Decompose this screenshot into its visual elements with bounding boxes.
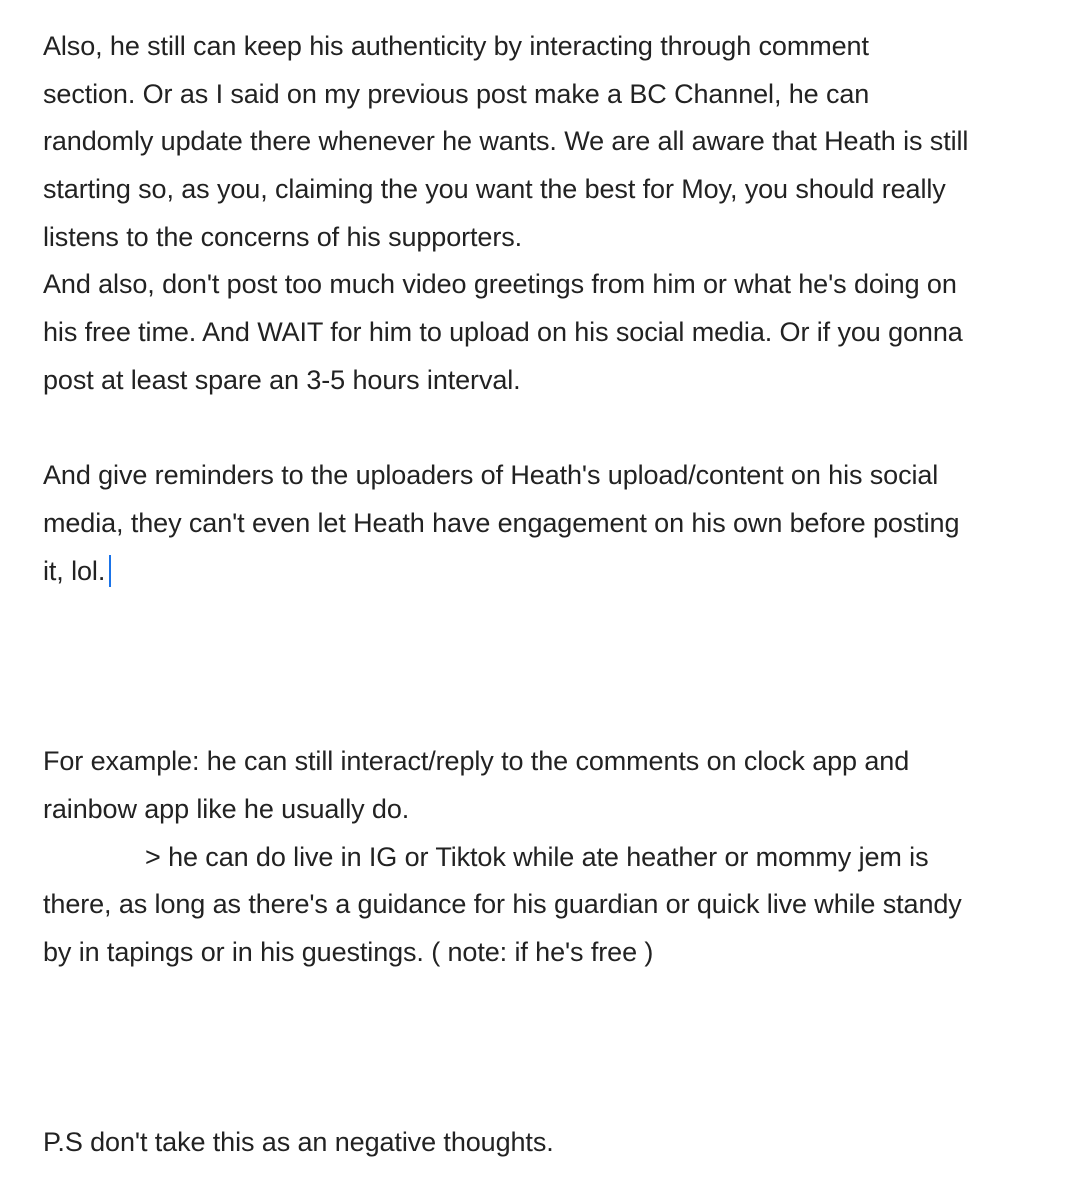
text-caret: [109, 555, 111, 587]
text-line: listens to the concerns of his supporters.: [43, 222, 523, 252]
text-line: his free time. And WAIT for him to upload on his social media. Or if you gonna: [43, 317, 963, 347]
text-line: media, they can't even let Heath have engagement on his own before posting: [43, 508, 960, 538]
text-line: And also, don't post too much video greetings from him or what he's doing on: [43, 269, 957, 299]
text-line: randomly update there whenever he wants. We are all aware that Heath is still: [43, 126, 969, 156]
text-line: there, as long as there's a guidance for his guardian or quick live while standy: [43, 889, 962, 919]
text-line: by in tapings or in his guestings. ( note: if he's free ): [43, 937, 654, 967]
text-line: For example: he can still interact/reply to the comments on clock app and: [43, 746, 910, 776]
postscript-line: P.S don't take this as an negative thoughts.: [43, 1127, 554, 1157]
text-line: it, lol.: [43, 556, 106, 586]
text-line: section. Or as I said on my previous post make a BC Channel, he can: [43, 79, 870, 109]
text-line-with-caret: [43, 555, 111, 587]
text-line: rainbow app like he usually do.: [43, 794, 410, 824]
text-line: Also, he still can keep his authenticity by interacting through comment: [43, 31, 869, 61]
text-line: starting so, as you, claiming the you want the best for Moy, you should really: [43, 174, 946, 204]
text-line: post at least spare an 3-5 hours interval.: [43, 365, 521, 395]
indented-text-line: > he can do live in IG or Tiktok while ate heather or mommy jem is: [145, 842, 929, 872]
text-line: And give reminders to the uploaders of Heath's upload/content on his social: [43, 460, 939, 490]
